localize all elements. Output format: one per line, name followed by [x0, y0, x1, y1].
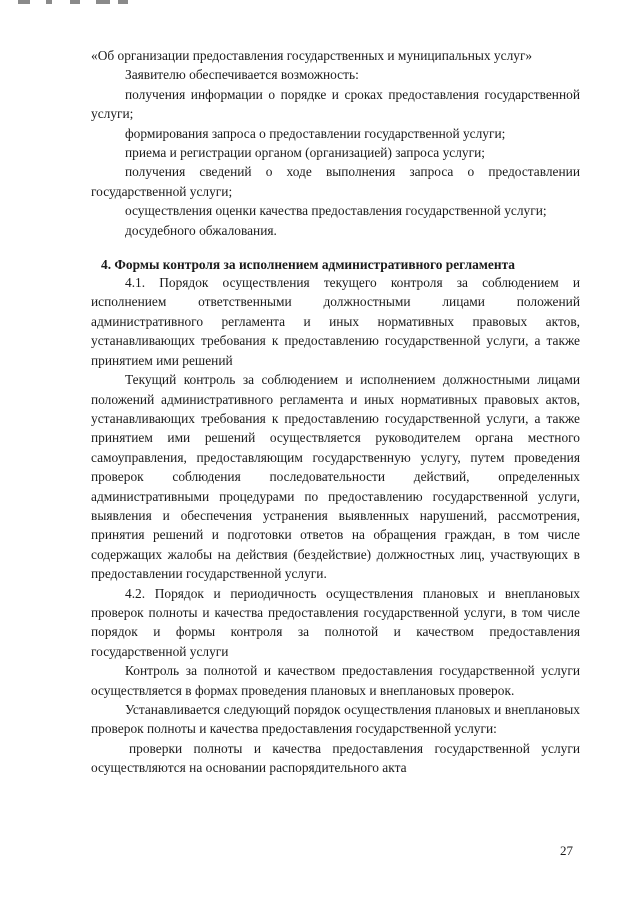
scan-artifact [96, 0, 110, 4]
paragraphs-top [91, 46, 580, 240]
paragraph: проверки полноты и качества предоставления государственной услуги осуществляются на основании распорядительного акта [91, 740, 580, 776]
paragraph: Контроль за полнотой и качеством предоставления государственной услуги осуществляется в формах проведения плановых и внеплановых проверок. [91, 663, 580, 698]
paragraph: досудебного обжалования. [125, 222, 277, 238]
scan-artifact [18, 0, 30, 4]
section-heading: 4. Формы контроля за исполнением административного регламента [101, 257, 516, 273]
paragraph: приема и регистрации органом (организацией) запроса услуги; [125, 145, 485, 161]
paragraph: Текущий контроль за соблюдением и исполнением должностными лицами положений административного регламента и иных нормативных правовых актов, устанавливающих требования к предоставлению государственной услуги, а также принятием ими решений осуществляется руководителем органа местного самоуправления, предоставляющим государственную услугу, путем проведения проверок соблюдения последовательности действий, определенных административными процедурами по предоставлению государственной услуги, выявления и обеспечения устранения выявленных нарушений, рассмотрения, принятия решений и подготовки ответов на обращения граждан, в том числе содержащих жалобы на действия (бездействие) должностных лиц, участвующих в предоставлении государственной услуги. [91, 372, 580, 582]
paragraph: получения сведений о ходе выполнения запроса о предоставлении государственной услуги; [91, 164, 580, 199]
document-body [91, 46, 580, 778]
scan-artifact [118, 0, 128, 4]
paragraph: «Об организации предоставления государственных и муниципальных услуг» [91, 48, 533, 63]
section-gap [91, 240, 580, 256]
paragraph: 4.1. Порядок осуществления текущего контроля за соблюдением и исполнением ответственными должностными лицами положений административного регламента и иных нормативных правовых актов, устанавливающих требования к предоставлению государственной услуги, а также принятием ими решений [91, 275, 580, 368]
paragraph: 4.2. Порядок и периодичность осуществления плановых и внеплановых проверок полноты и качества предоставления государственной услуги, в том числе порядок и формы контроля за полнотой и качеством предоставления государственной услуги [91, 585, 580, 659]
paragraph: Устанавливается следующий порядок осуществления плановых и внеплановых проверок полноты и качества предоставления государственной услуги: [91, 702, 580, 737]
paragraph: осуществления оценки качества предоставления государственной услуги; [125, 203, 547, 219]
paragraph: Заявителю обеспечивается возможность: [125, 67, 359, 83]
page-number: 27 [560, 843, 573, 858]
scan-artifact [70, 0, 80, 4]
paragraph: формирования запроса о предоставлении государственной услуги; [125, 125, 506, 141]
paragraphs-bottom [91, 273, 580, 778]
scan-artifact [46, 0, 52, 4]
paragraph: получения информации о порядке и сроках предоставления государственной услуги; [91, 86, 580, 122]
